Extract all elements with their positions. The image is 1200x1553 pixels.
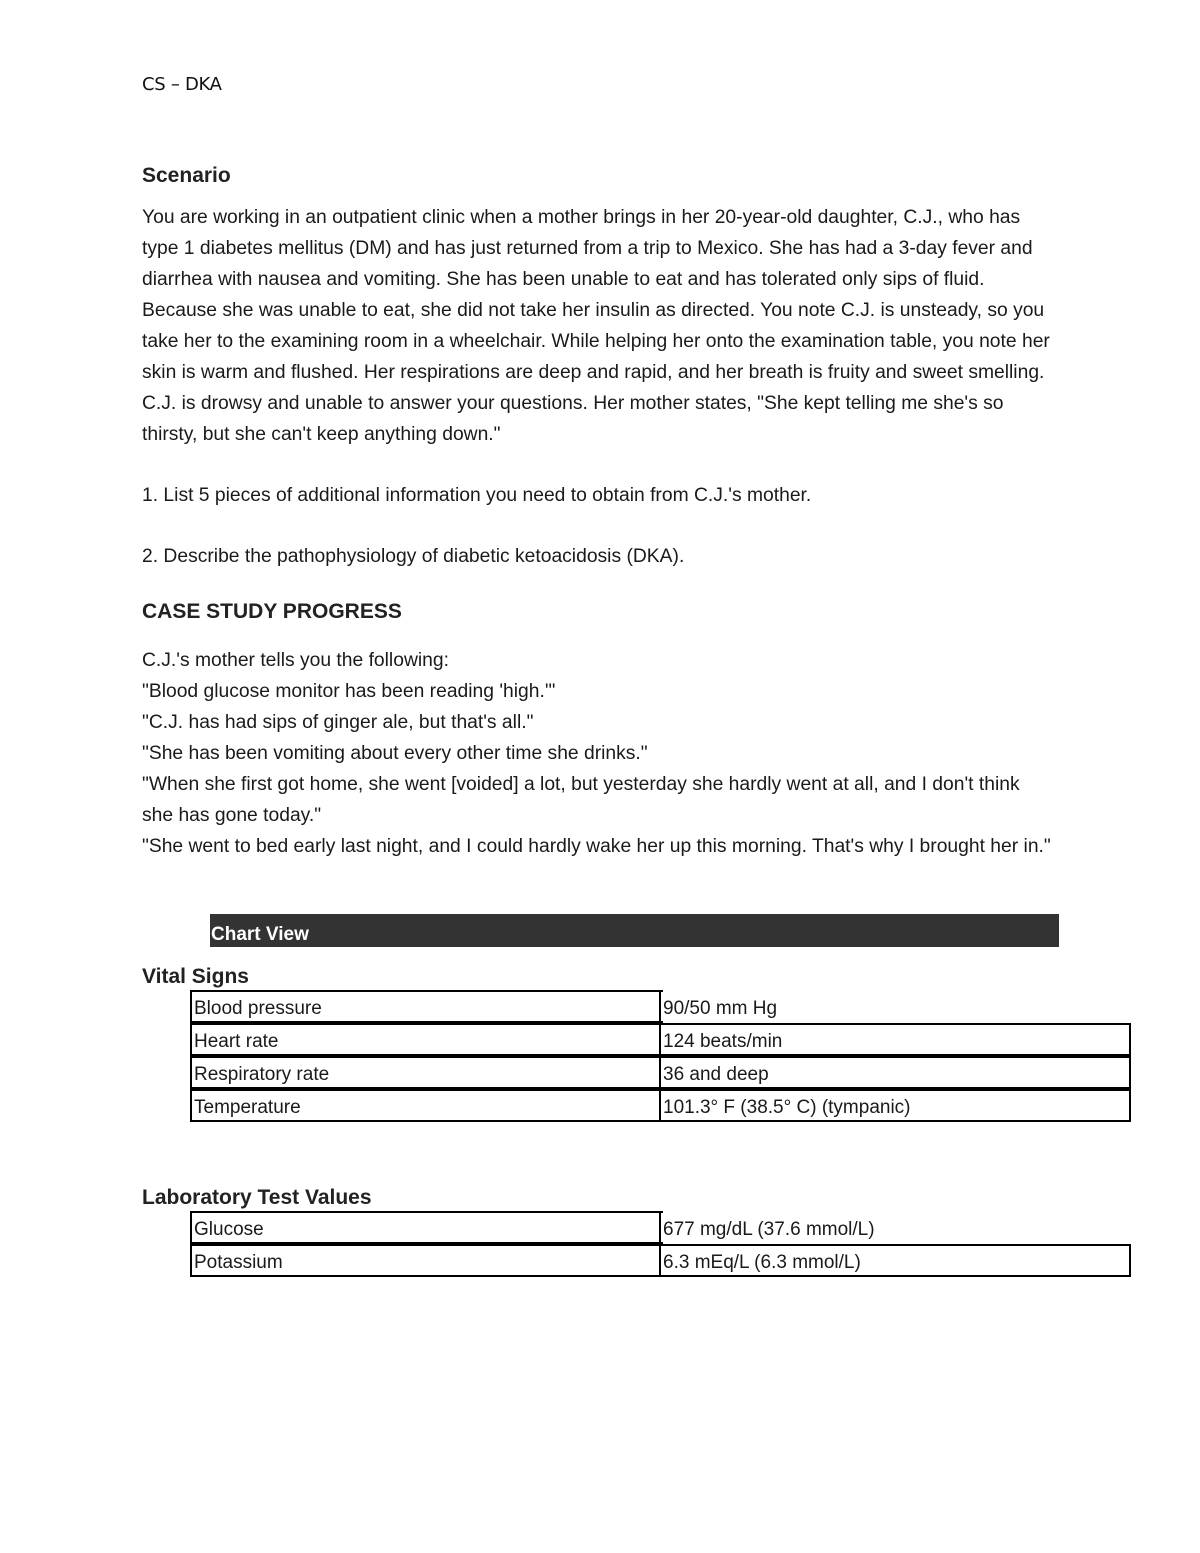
row-value: 6.3 mEq/L (6.3 mmol/L) (659, 1244, 1131, 1277)
row-label: Glucose (190, 1211, 661, 1244)
question-2: 2. Describe the pathophysiology of diabetic ketoacidosis (DKA). (142, 546, 685, 567)
row-value: 90/50 mm Hg (663, 998, 778, 1019)
progress-line: "She went to bed early last night, and I could hardly wake her up this morning. That's why I brought her in." (142, 836, 1051, 857)
row-label: Heart rate (190, 1023, 661, 1056)
scenario-heading: Scenario (142, 164, 231, 187)
row-value: 677 mg/dL (37.6 mmol/L) (663, 1219, 875, 1240)
progress-line: "Blood glucose monitor has been reading 'high.'" (142, 681, 556, 702)
row-label: Respiratory rate (190, 1056, 661, 1089)
progress-line: "C.J. has had sips of ginger ale, but that's all." (142, 712, 534, 733)
case-study-progress-heading: CASE STUDY PROGRESS (142, 600, 402, 623)
progress-line: "She has been vomiting about every other time she drinks." (142, 743, 648, 764)
progress-statements (142, 645, 1052, 862)
progress-line: "When she first got home, she went [voided] a lot, but yesterday she hardly went at all, and I don't think she has gone today." (142, 774, 1020, 826)
chart-view-bar: Chart View (210, 914, 1059, 947)
progress-line: C.J.'s mother tells you the following: (142, 650, 449, 671)
row-value: 101.3° F (38.5° C) (tympanic) (659, 1089, 1131, 1122)
vital-signs-heading: Vital Signs (142, 965, 249, 988)
row-value: 36 and deep (659, 1056, 1131, 1089)
document-title: CS – DKA (142, 74, 222, 95)
scenario-paragraph: You are working in an outpatient clinic when a mother brings in her 20-year-old daughter, C.J., who has type 1 diabetes mellitus (DM) and has just returned from a trip to Mexico. She has had a 3-day fever and diarrhea with nausea and vomiting. She has been unable to eat and has tolerated only sips of fluid. Because she was unable to eat, she did not take her insulin as directed. You note C.J. is unsteady, so you take her to the examining room in a wheelchair. While helping her onto the examination table, you note her skin is warm and flushed. Her respirations are deep and rapid, and her breath is fruity and sweet smelling. C.J. is drowsy and unable to answer your questions. Her mother states, "She kept telling me she's so thirsty, but she can't keep anything down." (142, 207, 1050, 445)
row-value-cell (659, 1211, 875, 1244)
row-label: Temperature (190, 1089, 661, 1122)
row-label: Blood pressure (190, 990, 661, 1023)
row-label: Potassium (190, 1244, 661, 1277)
row-value: 124 beats/min (659, 1023, 1131, 1056)
row-value-cell (659, 990, 778, 1023)
question-1: 1. List 5 pieces of additional information you need to obtain from C.J.'s mother. (142, 485, 812, 506)
laboratory-values-heading: Laboratory Test Values (142, 1186, 372, 1209)
